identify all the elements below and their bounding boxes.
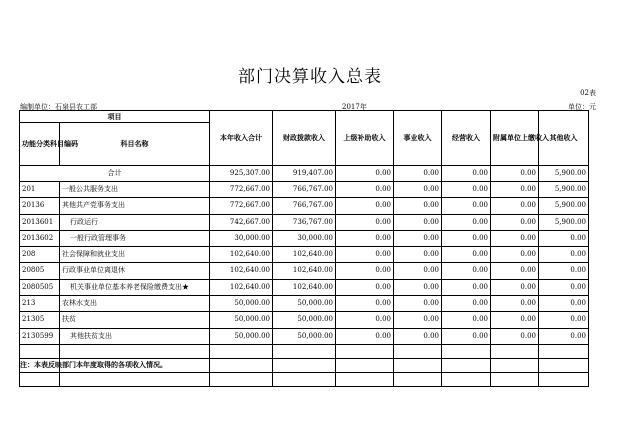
row-fiscal: 50,000.00 (273, 312, 336, 328)
row-fiscal: 50,000.00 (273, 296, 336, 312)
row-fiscal: 102,640.00 (273, 247, 336, 263)
row-superior: 0.00 (336, 198, 394, 214)
blank-cell (442, 344, 491, 358)
row-code: 20805 (20, 263, 60, 279)
blank-cell (273, 344, 336, 358)
row-other: 0.00 (539, 296, 589, 312)
row-name: 农林水支出 (60, 296, 210, 312)
row-total: 30,000.00 (210, 230, 273, 246)
other-income-header: 其他收入 (539, 111, 589, 166)
report-year: 2017年 (342, 103, 367, 111)
row-operating: 0.00 (442, 214, 491, 230)
blank-cell (394, 358, 442, 372)
row-business: 0.00 (394, 328, 442, 344)
row-superior: 0.00 (336, 263, 394, 279)
row-operating: 0.00 (442, 279, 491, 295)
row-other: 5,900.00 (539, 214, 589, 230)
table-row (20, 214, 589, 230)
row-other: 5,900.00 (539, 182, 589, 198)
row-affiliated: 0.00 (491, 279, 539, 295)
blank-cell (539, 358, 589, 372)
affiliated-unit-header: 附属单位上缴收入 (491, 111, 539, 166)
reporting-unit: 编制单位：石泉县农工部 (20, 103, 97, 111)
operating-income-header: 经营收入 (442, 111, 491, 166)
blank-cell (210, 344, 273, 358)
total-operating: 0.00 (442, 166, 491, 182)
blank-row (20, 372, 589, 386)
blank-cell (336, 344, 394, 358)
table-note: 注：本表反映部门本年度取得的各项收入情况。 (20, 360, 167, 369)
header-row-project (20, 111, 589, 123)
blank-cell (539, 372, 589, 386)
row-name: 机关事业单位基本养老保险缴费支出★ (60, 279, 210, 295)
blank-cell (210, 372, 273, 386)
row-other: 5,900.00 (539, 198, 589, 214)
total-superior: 0.00 (336, 166, 394, 182)
blank-cell (60, 344, 210, 358)
blank-cell (336, 358, 394, 372)
row-code: 208 (20, 247, 60, 263)
table-row (20, 312, 589, 328)
row-name: 扶贫 (60, 312, 210, 328)
table-row (20, 328, 589, 344)
total-fiscal: 919,407.00 (273, 166, 336, 182)
table-row (20, 296, 589, 312)
row-affiliated: 0.00 (491, 182, 539, 198)
row-business: 0.00 (394, 230, 442, 246)
row-total: 102,640.00 (210, 247, 273, 263)
blank-cell (491, 372, 539, 386)
blank-cell (210, 358, 273, 372)
row-other: 0.00 (539, 279, 589, 295)
row-code: 2013602 (20, 230, 60, 246)
row-total: 772,667.00 (210, 198, 273, 214)
total-affiliated: 0.00 (491, 166, 539, 182)
table-row (20, 279, 589, 295)
blank-cell (60, 372, 210, 386)
row-fiscal: 102,640.00 (273, 279, 336, 295)
row-total: 50,000.00 (210, 312, 273, 328)
row-superior: 0.00 (336, 312, 394, 328)
row-other: 0.00 (539, 247, 589, 263)
total-other: 5,900.00 (539, 166, 589, 182)
total-total: 925,307.00 (210, 166, 273, 182)
row-business: 0.00 (394, 247, 442, 263)
function-code-header: 功能分类科目编码 (20, 123, 60, 166)
row-name: 一般公共服务支出 (60, 182, 210, 198)
row-fiscal: 102,640.00 (273, 263, 336, 279)
total-label: 合计 (20, 166, 210, 182)
table-row (20, 263, 589, 279)
row-name: 社会保障和就业支出 (60, 247, 210, 263)
row-business: 0.00 (394, 279, 442, 295)
blank-cell (273, 372, 336, 386)
blank-cell (394, 344, 442, 358)
subject-name-header: 科目名称 (60, 123, 210, 166)
row-operating: 0.00 (442, 230, 491, 246)
blank-cell (20, 344, 60, 358)
row-superior: 0.00 (336, 214, 394, 230)
row-operating: 0.00 (442, 312, 491, 328)
blank-cell (336, 372, 394, 386)
row-fiscal: 30,000.00 (273, 230, 336, 246)
blank-cell (20, 372, 60, 386)
row-name: 行政运行 (60, 214, 210, 230)
row-affiliated: 0.00 (491, 328, 539, 344)
row-business: 0.00 (394, 182, 442, 198)
row-other: 0.00 (539, 328, 589, 344)
row-code: 2013601 (20, 214, 60, 230)
row-affiliated: 0.00 (491, 296, 539, 312)
row-other: 0.00 (539, 230, 589, 246)
row-total: 772,667.00 (210, 182, 273, 198)
blank-cell (273, 358, 336, 372)
row-business: 0.00 (394, 312, 442, 328)
income-summary-table (19, 110, 589, 387)
row-affiliated: 0.00 (491, 247, 539, 263)
row-affiliated: 0.00 (491, 214, 539, 230)
fiscal-income-header: 财政拨款收入 (273, 111, 336, 166)
row-code: 213 (20, 296, 60, 312)
row-other: 0.00 (539, 312, 589, 328)
row-superior: 0.00 (336, 230, 394, 246)
blank-cell (442, 372, 491, 386)
form-number: 02表 (580, 89, 596, 97)
row-business: 0.00 (394, 198, 442, 214)
row-code: 2130599 (20, 328, 60, 344)
row-superior: 0.00 (336, 328, 394, 344)
row-operating: 0.00 (442, 263, 491, 279)
row-total: 102,640.00 (210, 279, 273, 295)
row-total: 102,640.00 (210, 263, 273, 279)
row-operating: 0.00 (442, 296, 491, 312)
total-row (20, 166, 589, 182)
row-total: 742,667.00 (210, 214, 273, 230)
blank-cell (394, 372, 442, 386)
row-affiliated: 0.00 (491, 230, 539, 246)
row-fiscal: 736,767.00 (273, 214, 336, 230)
total-business: 0.00 (394, 166, 442, 182)
row-superior: 0.00 (336, 247, 394, 263)
row-operating: 0.00 (442, 247, 491, 263)
row-other: 0.00 (539, 263, 589, 279)
row-operating: 0.00 (442, 182, 491, 198)
row-superior: 0.00 (336, 279, 394, 295)
blank-cell (539, 344, 589, 358)
row-operating: 0.00 (442, 328, 491, 344)
row-name: 其他扶贫支出 (60, 328, 210, 344)
table-row (20, 230, 589, 246)
table-row (20, 182, 589, 198)
project-header: 项目 (20, 111, 210, 123)
row-code: 20136 (20, 198, 60, 214)
row-superior: 0.00 (336, 296, 394, 312)
row-name: 行政事业单位离退休 (60, 263, 210, 279)
row-fiscal: 766,767.00 (273, 182, 336, 198)
blank-cell (491, 344, 539, 358)
row-affiliated: 0.00 (491, 263, 539, 279)
total-income-header: 本年收入合计 (210, 111, 273, 166)
row-business: 0.00 (394, 296, 442, 312)
business-income-header: 事业收入 (394, 111, 442, 166)
row-business: 0.00 (394, 214, 442, 230)
row-fiscal: 50,000.00 (273, 328, 336, 344)
row-fiscal: 766,767.00 (273, 198, 336, 214)
row-superior: 0.00 (336, 182, 394, 198)
superior-subsidy-header: 上级补助收入 (336, 111, 394, 166)
row-business: 0.00 (394, 263, 442, 279)
row-total: 50,000.00 (210, 296, 273, 312)
blank-row (20, 344, 589, 358)
row-name: 其他共产党事务支出 (60, 198, 210, 214)
blank-cell (491, 358, 539, 372)
row-code: 21305 (20, 312, 60, 328)
row-total: 50,000.00 (210, 328, 273, 344)
row-name: 一般行政管理事务 (60, 230, 210, 246)
row-affiliated: 0.00 (491, 312, 539, 328)
page-title: 部门决算收入总表 (238, 67, 382, 87)
table-row (20, 247, 589, 263)
blank-cell (442, 358, 491, 372)
row-affiliated: 0.00 (491, 198, 539, 214)
row-code: 201 (20, 182, 60, 198)
table-row (20, 198, 589, 214)
currency-unit: 单位：元 (568, 103, 596, 111)
row-code: 2080505 (20, 279, 60, 295)
row-operating: 0.00 (442, 198, 491, 214)
